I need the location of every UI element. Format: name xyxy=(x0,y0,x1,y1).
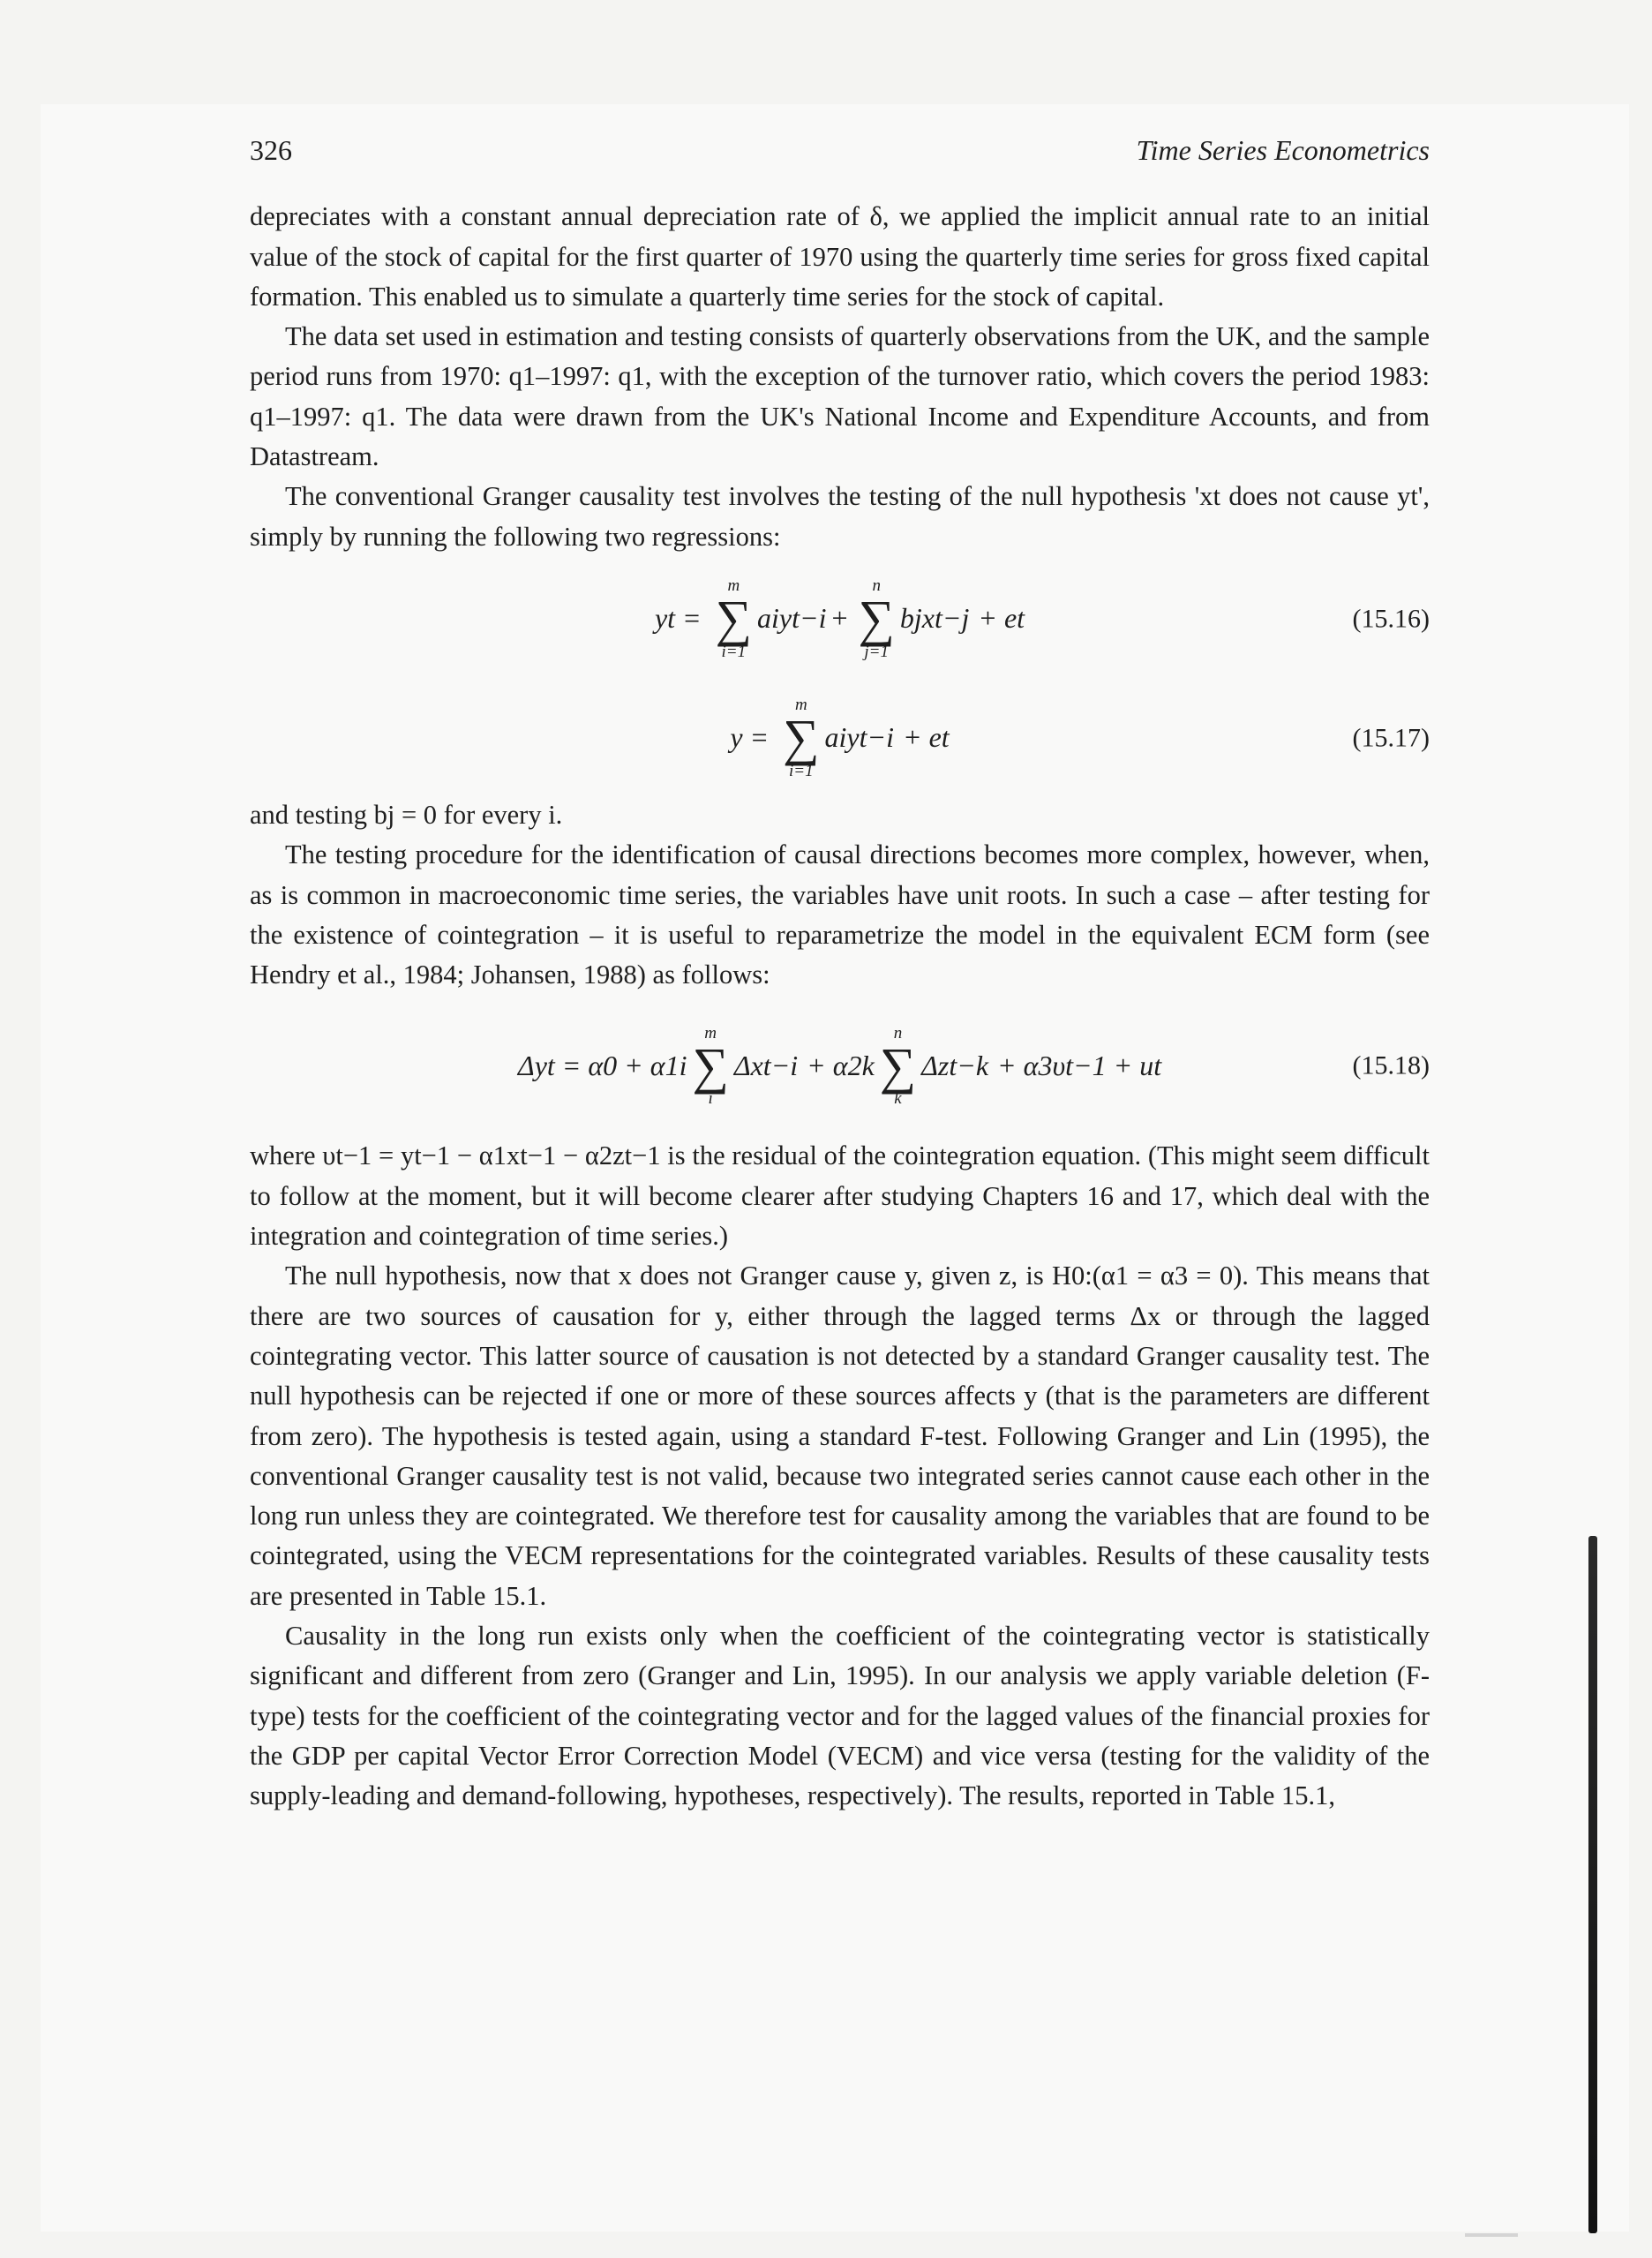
eq2-lhs: y = xyxy=(730,721,770,754)
paragraph-2: The data set used in estimation and testing consists of quarterly observations from the UK, and the sample period runs from 1970: q1–1997: q1, with the exception of the turnover ratio, which covers the period 1983: q1–1997: q1. The data were drawn from the UK's National Income and Expenditure Accounts, and from Datastream. xyxy=(250,321,1430,472)
eq1-lhs: yt = xyxy=(654,602,702,635)
page-content xyxy=(250,131,1430,1817)
paragraph-1: depreciates with a constant annual depreciation rate of δ, we applied the implicit annual rate to an initial value of the stock of capital for the first quarter of 1970 using the quarterly time series for gross fixed capital formation. This enabled us to simulate a quarterly time series for the stock of capital. xyxy=(250,201,1430,312)
summation-icon: m ∑ i xyxy=(692,1023,729,1108)
equation-number: (15.18) xyxy=(1352,1050,1430,1080)
summation-icon: n ∑ j=1 xyxy=(858,576,895,661)
equation-number: (15.16) xyxy=(1352,604,1430,634)
eq2-tail: + et xyxy=(902,721,950,754)
eq3-term1: Δxt−i xyxy=(733,1049,799,1081)
paragraph-6: where υt−1 = yt−1 − α1xt−1 − α2zt−1 is the residual of the cointegration equation. (This might seem difficult to follow at the moment, but it will become clearer after studying Chapters 16 and 17, which deal with the integration and cointegration of time series.) xyxy=(250,1140,1430,1252)
scan-artifact xyxy=(1465,2233,1518,2237)
paragraph-4: and testing bj = 0 for every i. xyxy=(250,799,563,830)
summation-icon: m ∑ i=1 xyxy=(783,696,820,780)
eq3-lhs: Δyt = α0 + α1i xyxy=(517,1049,687,1081)
eq1-term1: aiyt−i xyxy=(757,602,827,635)
scan-edge-shadow xyxy=(1588,1536,1597,2233)
summation-icon: n ∑ k xyxy=(879,1023,917,1108)
eq2-term: aiyt−i xyxy=(824,721,894,754)
running-title: Time Series Econometrics xyxy=(1136,134,1430,166)
paragraph-7: The null hypothesis, now that x does not Granger cause y, given z, is H0:(α1 = α3 = 0). This means that there are two sources of causation for y, either through the lagged terms Δx or through the lagged cointegrating vector. This latter source of causation is not detected by a standard Granger causality test. The null hypothesis can be rejected if one or more of these sources affects y (that is the parameters are different from zero). The hypothesis is tested again, using a standard F-test. Following Granger and Lin (1995), the conventional Granger causality test is not valid, because two integrated series cannot cause each other in the long run unless they are cointegrated. We therefore test for causality among the variables that are found to be cointegrated, using the VECM representations for the cointegrated variables. Results of these causality tests are presented in Table 15.1. xyxy=(250,1261,1430,1611)
equation-15-17 xyxy=(250,681,1430,795)
eq3-term2: Δzt−k xyxy=(921,1049,989,1081)
eq3-mid: + α2k xyxy=(807,1049,875,1081)
page-number: 326 xyxy=(250,134,292,166)
eq1-term2: bjxt−j xyxy=(899,602,970,635)
eq1-tail: + et xyxy=(978,602,1025,635)
equation-15-18 xyxy=(250,995,1430,1136)
equation-15-16: yt = m ∑ i=1 aiyt−i + n ∑ j=1 bjxt−j + et (15.16) xyxy=(654,576,1430,661)
running-header xyxy=(250,131,1430,170)
paragraph-8: Causality in the long run exists only when the coefficient of the cointegrating vector is statistically significant and different from zero (Granger and Lin, 1995). In our analysis we apply variable deletion (F-type) tests for the coefficient of the cointegrating vector and for the lagged values of the financial proxies for the GDP per capital Vector Error Correction Model (VECM) and vice versa (testing for the validity of the supply-leading and demand-following, hypotheses, respectively). The results, reported in Table 15.1, xyxy=(250,1621,1430,1811)
eq3-tail: + α3υt−1 + ut xyxy=(997,1049,1162,1081)
equation-number: (15.17) xyxy=(1352,723,1430,753)
paragraph-3: The conventional Granger causality test involves the testing of the null hypothesis 'xt does not cause yt', simply by running the following two regressions: xyxy=(250,481,1430,552)
summation-icon: m ∑ i=1 xyxy=(715,576,752,661)
paragraph-5: The testing procedure for the identification of causal directions becomes more complex, however, when, as is common in macroeconomic time series, the variables have unit roots. In such a case – after testing for the existence of cointegration – it is useful to reparametrize the model in the equivalent ECM form (see Hendry et al., 1984; Johansen, 1988) as follows: xyxy=(250,839,1430,990)
